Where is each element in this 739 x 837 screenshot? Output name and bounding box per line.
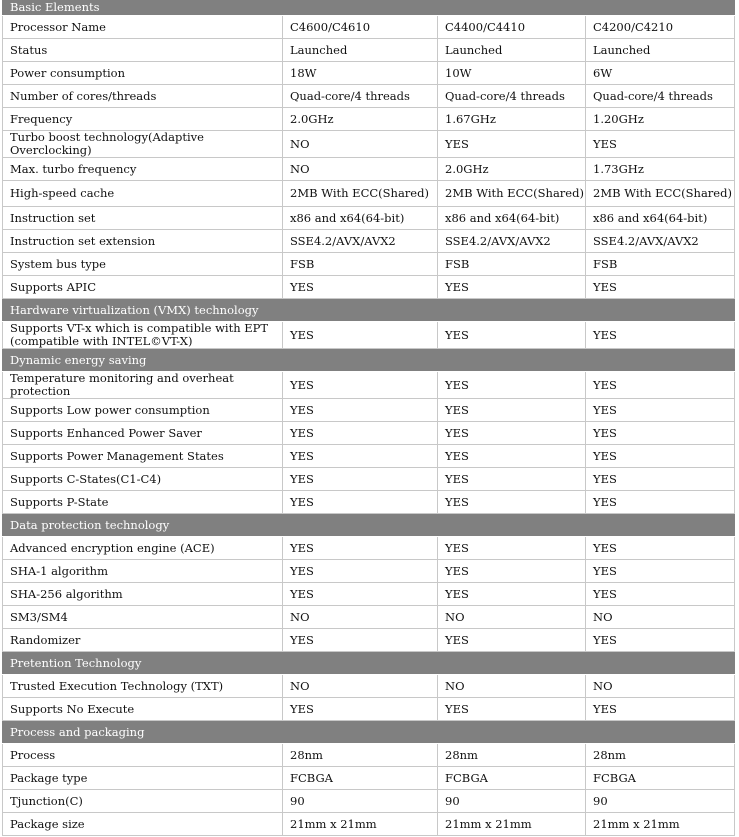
cell-value: FSB bbox=[283, 253, 438, 276]
table-row bbox=[3, 767, 735, 790]
cell-value: YES bbox=[586, 399, 735, 422]
cell-value: NO bbox=[283, 158, 438, 181]
section-header bbox=[3, 349, 735, 372]
table-row bbox=[3, 230, 735, 253]
cell-value: YES bbox=[283, 583, 438, 606]
section-header bbox=[3, 514, 735, 537]
cell-value: YES bbox=[283, 372, 438, 399]
cell-value: 90 bbox=[438, 790, 586, 813]
section-title: Dynamic energy saving bbox=[3, 349, 735, 372]
cell-value: C4600/C4610 bbox=[283, 16, 438, 39]
cell-value: YES bbox=[283, 445, 438, 468]
table-row bbox=[3, 629, 735, 652]
cell-value: SSE4.2/AVX/AVX2 bbox=[283, 230, 438, 253]
cell-value: YES bbox=[586, 468, 735, 491]
cell-value: YES bbox=[586, 698, 735, 721]
spec-table-body bbox=[3, 1, 735, 836]
cell-value: C4400/C4410 bbox=[438, 16, 586, 39]
cell-value: YES bbox=[586, 131, 735, 158]
section-header bbox=[3, 299, 735, 322]
cell-value: x86 and x64(64-bit) bbox=[283, 207, 438, 230]
cell-value: FSB bbox=[586, 253, 735, 276]
cell-value: YES bbox=[438, 445, 586, 468]
cell-value: YES bbox=[283, 698, 438, 721]
row-label: System bus type bbox=[3, 253, 283, 276]
cell-value: 28nm bbox=[438, 744, 586, 767]
cell-value: YES bbox=[438, 698, 586, 721]
cell-value: 28nm bbox=[586, 744, 735, 767]
cell-value: YES bbox=[438, 276, 586, 299]
table-row bbox=[3, 698, 735, 721]
table-row bbox=[3, 583, 735, 606]
cell-value: NO bbox=[283, 606, 438, 629]
cell-value: YES bbox=[586, 583, 735, 606]
cell-value: FCBGA bbox=[586, 767, 735, 790]
row-label: Supports Enhanced Power Saver bbox=[3, 422, 283, 445]
cell-value: YES bbox=[586, 629, 735, 652]
row-label: Supports No Execute bbox=[3, 698, 283, 721]
section-title: Hardware virtualization (VMX) technology bbox=[3, 299, 735, 322]
table-row bbox=[3, 16, 735, 39]
section-title: Process and packaging bbox=[3, 721, 735, 744]
table-row bbox=[3, 491, 735, 514]
cell-value: YES bbox=[283, 276, 438, 299]
cell-value: YES bbox=[283, 399, 438, 422]
table-row bbox=[3, 207, 735, 230]
cell-value: 21mm x 21mm bbox=[438, 813, 586, 836]
table-row bbox=[3, 422, 735, 445]
cell-value: Launched bbox=[586, 39, 735, 62]
section-title: Pretention Technology bbox=[3, 652, 735, 675]
row-label: Supports Low power consumption bbox=[3, 399, 283, 422]
cell-value: YES bbox=[586, 422, 735, 445]
cell-value: SSE4.2/AVX/AVX2 bbox=[438, 230, 586, 253]
cell-value: YES bbox=[438, 372, 586, 399]
table-row bbox=[3, 85, 735, 108]
table-row bbox=[3, 62, 735, 85]
cell-value: YES bbox=[283, 537, 438, 560]
cell-value: Quad-core/4 threads bbox=[283, 85, 438, 108]
cell-value: YES bbox=[283, 468, 438, 491]
cell-value: Quad-core/4 threads bbox=[586, 85, 735, 108]
row-label: Max. turbo frequency bbox=[3, 158, 283, 181]
row-label: Tjunction(C) bbox=[3, 790, 283, 813]
row-label: SHA-256 algorithm bbox=[3, 583, 283, 606]
cell-value: 90 bbox=[586, 790, 735, 813]
cell-value: YES bbox=[283, 422, 438, 445]
cell-value: YES bbox=[438, 131, 586, 158]
cell-value: 1.20GHz bbox=[586, 108, 735, 131]
cell-value: NO bbox=[438, 606, 586, 629]
cell-value: YES bbox=[438, 537, 586, 560]
table-row bbox=[3, 131, 735, 158]
cell-value: 6W bbox=[586, 62, 735, 85]
row-label: Supports VT-x which is compatible with EPT (compatible with INTEL©VT-X) bbox=[3, 322, 283, 349]
table-row bbox=[3, 253, 735, 276]
row-label: Advanced encryption engine (ACE) bbox=[3, 537, 283, 560]
row-label: High-speed cache bbox=[3, 181, 283, 207]
cell-value: 2MB With ECC(Shared) bbox=[283, 181, 438, 207]
table-row bbox=[3, 399, 735, 422]
cell-value: YES bbox=[438, 322, 586, 349]
cell-value: YES bbox=[438, 583, 586, 606]
cell-value: NO bbox=[283, 131, 438, 158]
cell-value: YES bbox=[438, 560, 586, 583]
cell-value: YES bbox=[586, 560, 735, 583]
cell-value: NO bbox=[586, 675, 735, 698]
cell-value: 18W bbox=[283, 62, 438, 85]
cell-value: Launched bbox=[438, 39, 586, 62]
table-row bbox=[3, 445, 735, 468]
table-row bbox=[3, 606, 735, 629]
cell-value: YES bbox=[438, 422, 586, 445]
section-title: Data protection technology bbox=[3, 514, 735, 537]
cell-value: x86 and x64(64-bit) bbox=[586, 207, 735, 230]
row-label: Supports P-State bbox=[3, 491, 283, 514]
row-label: Package size bbox=[3, 813, 283, 836]
table-row bbox=[3, 322, 735, 349]
cell-value: Quad-core/4 threads bbox=[438, 85, 586, 108]
table-row bbox=[3, 537, 735, 560]
cell-value: 2.0GHz bbox=[438, 158, 586, 181]
table-row bbox=[3, 276, 735, 299]
row-label: Temperature monitoring and overheat protection bbox=[3, 372, 283, 399]
cell-value: 28nm bbox=[283, 744, 438, 767]
row-label: Instruction set bbox=[3, 207, 283, 230]
row-label: Randomizer bbox=[3, 629, 283, 652]
cell-value: YES bbox=[586, 276, 735, 299]
table-row bbox=[3, 675, 735, 698]
cell-value: YES bbox=[283, 629, 438, 652]
cell-value: YES bbox=[586, 491, 735, 514]
row-label: Instruction set extension bbox=[3, 230, 283, 253]
table-row bbox=[3, 108, 735, 131]
row-label: SM3/SM4 bbox=[3, 606, 283, 629]
cell-value: x86 and x64(64-bit) bbox=[438, 207, 586, 230]
spec-table bbox=[2, 0, 735, 836]
cell-value: FCBGA bbox=[438, 767, 586, 790]
row-label: Number of cores/threads bbox=[3, 85, 283, 108]
table-row bbox=[3, 744, 735, 767]
table-row bbox=[3, 560, 735, 583]
cell-value: 1.73GHz bbox=[586, 158, 735, 181]
cell-value: NO bbox=[586, 606, 735, 629]
cell-value: 2MB With ECC(Shared) bbox=[586, 181, 735, 207]
row-label: Status bbox=[3, 39, 283, 62]
cell-value: NO bbox=[283, 675, 438, 698]
cell-value: YES bbox=[283, 560, 438, 583]
row-label: Processor Name bbox=[3, 16, 283, 39]
row-label: Trusted Execution Technology (TXT) bbox=[3, 675, 283, 698]
row-label: Supports C-States(C1-C4) bbox=[3, 468, 283, 491]
row-label: Turbo boost technology(Adaptive Overclocking) bbox=[3, 131, 283, 158]
section-header bbox=[3, 652, 735, 675]
cell-value: 21mm x 21mm bbox=[586, 813, 735, 836]
row-label: SHA-1 algorithm bbox=[3, 560, 283, 583]
row-label: Process bbox=[3, 744, 283, 767]
table-row bbox=[3, 813, 735, 836]
cell-value: 10W bbox=[438, 62, 586, 85]
cell-value: NO bbox=[438, 675, 586, 698]
cell-value: YES bbox=[438, 399, 586, 422]
cell-value: YES bbox=[586, 322, 735, 349]
section-header bbox=[3, 721, 735, 744]
cell-value: 1.67GHz bbox=[438, 108, 586, 131]
cell-value: YES bbox=[438, 491, 586, 514]
section-title: Basic Elements bbox=[3, 1, 735, 16]
cell-value: FCBGA bbox=[283, 767, 438, 790]
cell-value: Launched bbox=[283, 39, 438, 62]
cell-value: YES bbox=[586, 537, 735, 560]
cell-value: SSE4.2/AVX/AVX2 bbox=[586, 230, 735, 253]
cell-value: 2.0GHz bbox=[283, 108, 438, 131]
cell-value: YES bbox=[283, 322, 438, 349]
cell-value: 2MB With ECC(Shared) bbox=[438, 181, 586, 207]
table-row bbox=[3, 790, 735, 813]
cell-value: 90 bbox=[283, 790, 438, 813]
row-label: Power consumption bbox=[3, 62, 283, 85]
cell-value: YES bbox=[586, 372, 735, 399]
cell-value: YES bbox=[438, 629, 586, 652]
row-label: Package type bbox=[3, 767, 283, 790]
cell-value: YES bbox=[586, 445, 735, 468]
row-label: Supports APIC bbox=[3, 276, 283, 299]
cell-value: C4200/C4210 bbox=[586, 16, 735, 39]
cell-value: YES bbox=[438, 468, 586, 491]
cell-value: YES bbox=[283, 491, 438, 514]
table-row bbox=[3, 372, 735, 399]
section-header bbox=[3, 1, 735, 16]
cell-value: 21mm x 21mm bbox=[283, 813, 438, 836]
row-label: Frequency bbox=[3, 108, 283, 131]
table-row bbox=[3, 181, 735, 207]
row-label: Supports Power Management States bbox=[3, 445, 283, 468]
table-row bbox=[3, 468, 735, 491]
table-row bbox=[3, 158, 735, 181]
table-row bbox=[3, 39, 735, 62]
cell-value: FSB bbox=[438, 253, 586, 276]
